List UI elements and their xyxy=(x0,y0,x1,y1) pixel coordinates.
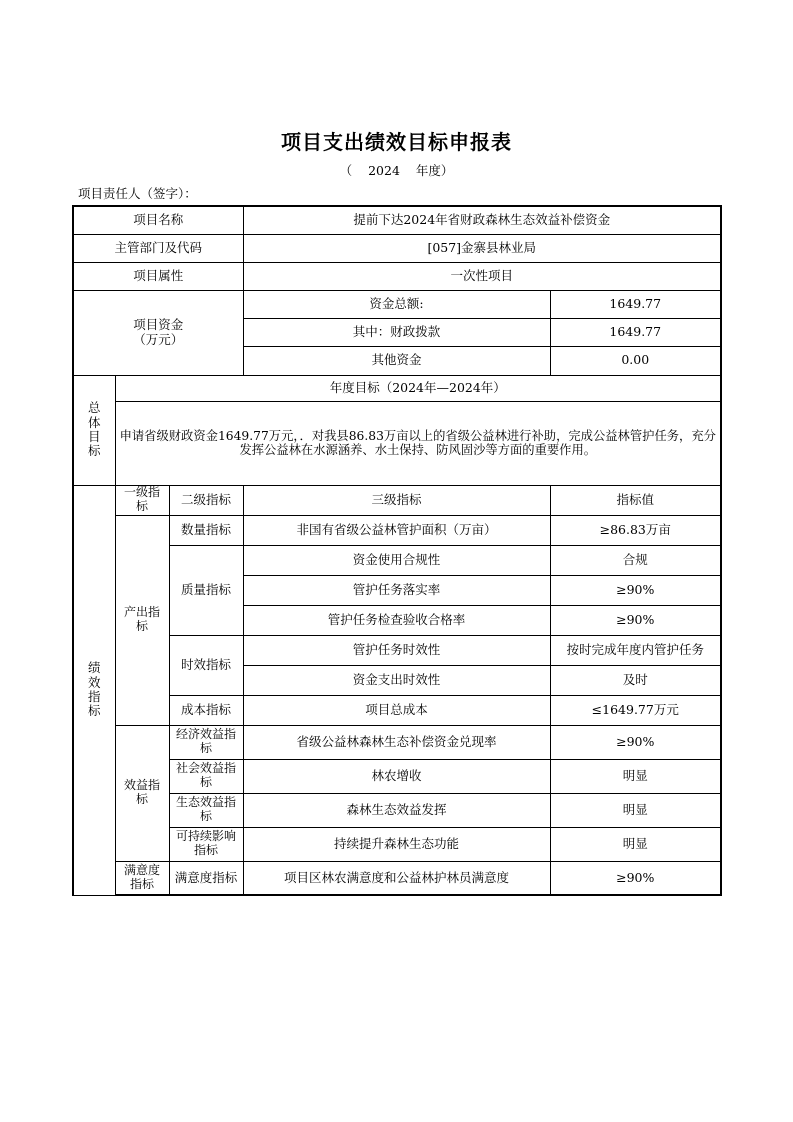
table-row xyxy=(73,515,721,545)
funds-total-value: 1649.77 xyxy=(550,290,721,318)
indicator-name: 森林生态效益发挥 xyxy=(243,793,550,827)
social-benefit-label: 社会效益指标 xyxy=(169,759,243,793)
project-attribute-label: 项目属性 xyxy=(73,262,243,290)
indicator-name: 项目总成本 xyxy=(243,695,550,725)
indicator-value: 明显 xyxy=(550,793,721,827)
indicator-name: 管护任务时效性 xyxy=(243,635,550,665)
funds-total-row xyxy=(73,290,721,318)
indicator-value: ≥90% xyxy=(550,605,721,635)
indicator-name: 管护任务检查验收合格率 xyxy=(243,605,550,635)
table-row xyxy=(73,827,721,861)
funds-fiscal-label: 其中：财政拨款 xyxy=(243,318,550,346)
annual-goal-content: 申请省级财政资金1649.77万元，．对我县86.83万亩以上的省级公益林进行补助，完成公益林管护任务，充分发挥公益林在水源涵养、水土保持、防风固沙等方面的重要作用。 xyxy=(115,401,721,485)
indicator-name: 管护任务落实率 xyxy=(243,575,550,605)
project-name-label: 项目名称 xyxy=(73,206,243,234)
level3-header: 三级指标 xyxy=(243,485,550,515)
indicator-value: ≥90% xyxy=(550,575,721,605)
project-name-row xyxy=(73,206,721,234)
indicator-name: 林农增收 xyxy=(243,759,550,793)
indicator-name: 非国有省级公益林管护面积（万亩） xyxy=(243,515,550,545)
indicator-name: 省级公益林森林生态补偿资金兑现率 xyxy=(243,725,550,759)
department-label: 主管部门及代码 xyxy=(73,234,243,262)
indicator-value: 按时完成年度内管护任务 xyxy=(550,635,721,665)
department-row xyxy=(73,234,721,262)
level1-header: 一级指标 xyxy=(115,485,169,515)
indicator-value: ≤1649.77万元 xyxy=(550,695,721,725)
project-name-value: 提前下达2024年省财政森林生态效益补偿资金 xyxy=(243,206,721,234)
indicator-name: 资金支出时效性 xyxy=(243,665,550,695)
indicator-value: ≥86.83万亩 xyxy=(550,515,721,545)
funds-label-line1: 项目资金 xyxy=(133,317,184,333)
indicator-value: 明显 xyxy=(550,827,721,861)
table-row xyxy=(73,759,721,793)
year-value: 2024 xyxy=(368,163,400,178)
funds-total-label: 资金总额: xyxy=(243,290,550,318)
indicator-value: 及时 xyxy=(550,665,721,695)
annual-goal-header-row xyxy=(73,375,721,401)
level2-header: 二级指标 xyxy=(169,485,243,515)
indicator-value: ≥90% xyxy=(550,861,721,895)
indicator-value: ≥90% xyxy=(550,725,721,759)
annual-goal-content-row xyxy=(73,401,721,485)
page-title: 项目支出绩效目标申报表 xyxy=(281,130,512,154)
department-value: [057]金寨县林业局 xyxy=(243,234,721,262)
table-row xyxy=(73,725,721,759)
quality-indicator-label: 质量指标 xyxy=(169,545,243,635)
annual-goal-header: 年度目标（2024年—2024年） xyxy=(115,375,721,401)
cost-indicator-label: 成本指标 xyxy=(169,695,243,725)
benefit-indicator-label: 效益指标 xyxy=(115,725,169,861)
economic-benefit-label: 经济效益指标 xyxy=(169,725,243,759)
overall-goal-label: 总 体 目 标 xyxy=(73,375,115,485)
table-row xyxy=(73,793,721,827)
table-row xyxy=(73,861,721,895)
table-row xyxy=(73,635,721,665)
project-attribute-row xyxy=(73,262,721,290)
satisfaction-sub-label: 满意度指标 xyxy=(169,861,243,895)
indicator-header-row xyxy=(73,485,721,515)
funds-fiscal-value: 1649.77 xyxy=(550,318,721,346)
funds-other-label: 其他资金 xyxy=(243,346,550,375)
project-funds-label xyxy=(73,290,243,375)
ecological-benefit-label: 生态效益指标 xyxy=(169,793,243,827)
table-row xyxy=(73,695,721,725)
output-indicator-label: 产出指标 xyxy=(115,515,169,725)
indicator-value: 合规 xyxy=(550,545,721,575)
indicator-name: 持续提升森林生态功能 xyxy=(243,827,550,861)
responsible-person-label: 项目责任人（签字）： xyxy=(78,186,197,201)
report-year xyxy=(0,161,793,179)
funds-label-line2: （万元） xyxy=(133,331,184,347)
indicator-name: 项目区林农满意度和公益林护林员满意度 xyxy=(243,861,550,895)
timeliness-indicator-label: 时效指标 xyxy=(169,635,243,695)
value-header: 指标值 xyxy=(550,485,721,515)
table-row xyxy=(73,545,721,575)
performance-indicator-label: 绩 效 指 标 xyxy=(73,485,115,895)
quantity-indicator-label: 数量指标 xyxy=(169,515,243,545)
performance-target-table xyxy=(72,205,722,896)
year-open: （ xyxy=(339,163,353,178)
funds-other-value: 0.00 xyxy=(550,346,721,375)
indicator-value: 明显 xyxy=(550,759,721,793)
year-close: 年度） xyxy=(415,163,454,178)
sustainable-impact-label: 可持续影响指标 xyxy=(169,827,243,861)
satisfaction-indicator-label: 满意度指标 xyxy=(115,861,169,895)
indicator-name: 资金使用合规性 xyxy=(243,545,550,575)
project-attribute-value: 一次性项目 xyxy=(243,262,721,290)
